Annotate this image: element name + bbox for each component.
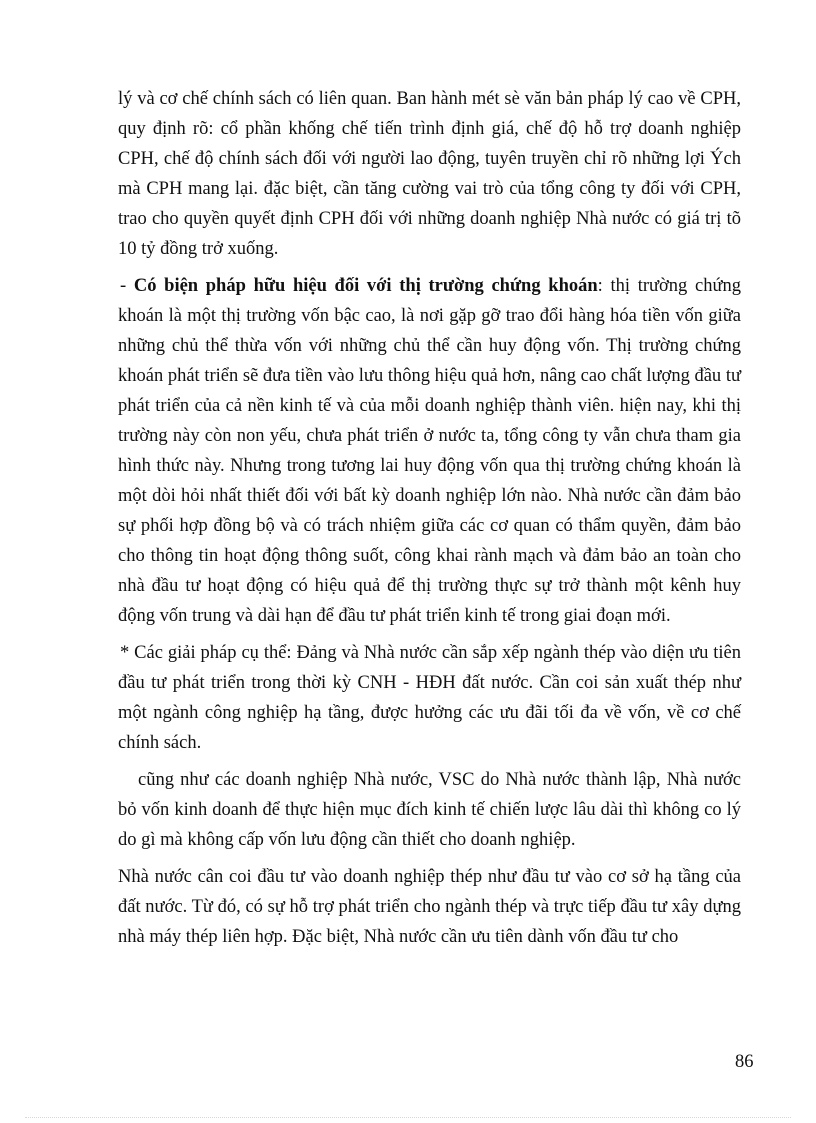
paragraph-text: * Các giải pháp cụ thể: Đảng và Nhà nước cần sắp xếp ngành thép vào diện ưu tiên đầu tư phát triển trong thời kỳ CNH - HĐH đất nước. Cần coi sản xuất thép như một ngành công nghiệp hạ tầng, được hưởng các ưu đãi tối đa về vốn, về cơ chế chính sách. [118, 643, 741, 753]
paragraph-text: lý và cơ chế chính sách có liên quan. Ban hành mét sè văn bản pháp lý cao về CPH, quy định rõ: cổ phần khống chế tiến trình định giá, chế độ hỗ trợ doanh nghiệp CPH, chế độ chính sách đối với người lao động, tuyên truyền chỉ rõ những lợi Ých mà CPH mang lại. đặc biệt, cần tăng cường vai trò của tổng công ty đối với CPH, trao cho quyền quyết định CPH đối với những doanh nghiệp Nhà nước có giá trị tõ 10 tỷ đồng trở xuống. [118, 89, 741, 259]
paragraph-steel-investment [118, 862, 741, 952]
bullet-dash: - [120, 276, 134, 296]
page-number: 86 [735, 1052, 754, 1072]
paragraph-specific-solutions [118, 638, 741, 758]
paragraph-text: Nhà nước cân coi đầu tư vào doanh nghiệp thép như đầu tư vào cơ sở hạ tầng của đất nước. Từ đó, có sự hỗ trợ phát triển cho ngành thép và trực tiếp đầu tư xây dựng nhà máy thép liên hợp. Đặc biệt, Nhà nước cần ưu tiên dành vốn đầu tư cho [118, 867, 741, 947]
paragraph-heading: Có biện pháp hữu hiệu đối với thị trường chứng khoán [133, 276, 598, 296]
paragraph-securities-market [118, 271, 741, 631]
paragraph-working-capital [118, 765, 741, 855]
bottom-divider [25, 1117, 791, 1118]
paragraph-text: cũng như các doanh nghiệp Nhà nước, VSC do Nhà nước thành lập, Nhà nước bỏ vốn kinh doanh để thực hiện mục đích kinh tế chiến lược lâu dài thì không co lý do gì mà không cấp vốn lưu động cần thiết cho doanh nghiệp. [118, 770, 741, 850]
paragraph-text: : thị trường chứng khoán là một thị trường vốn bậc cao, là nơi gặp gỡ trao đổi hàng hóa tiền vốn giữa những chủ thể thừa vốn với những chủ thể cần huy động vốn. Thị trường chứng khoán phát triển sẽ đưa tiền vào lưu thông hiệu quả hơn, nâng cao chất lượng đầu tư phát triển của cả nền kinh tế và của mỗi doanh nghiệp thành viên. hiện nay, khi thị trường này còn non yếu, chưa phát triển ở nước ta, tổng công ty vẫn chưa tham gia hình thức này. Nhưng trong tương lai huy động vốn qua thị trường chứng khoán là một dòi hỏi nhất thiết đối với bất kỳ doanh nghiệp lớn nào. Nhà nước cần đảm bảo sự phối hợp đồng bộ và có trách nhiệm giữa các cơ quan có thẩm quyền, đảm bảo cho thông tin hoạt động thông suốt, công khai rành mạch và đảm bảo an toàn cho nhà đầu tư hoạt động có hiệu quả để thị trường thực sự trở thành một kênh huy động vốn trung và dài hạn để đầu tư phát triển kinh tế trong giai đoạn mới. [118, 276, 741, 626]
paragraph-policy-cph [118, 84, 741, 264]
page-body [118, 84, 741, 959]
